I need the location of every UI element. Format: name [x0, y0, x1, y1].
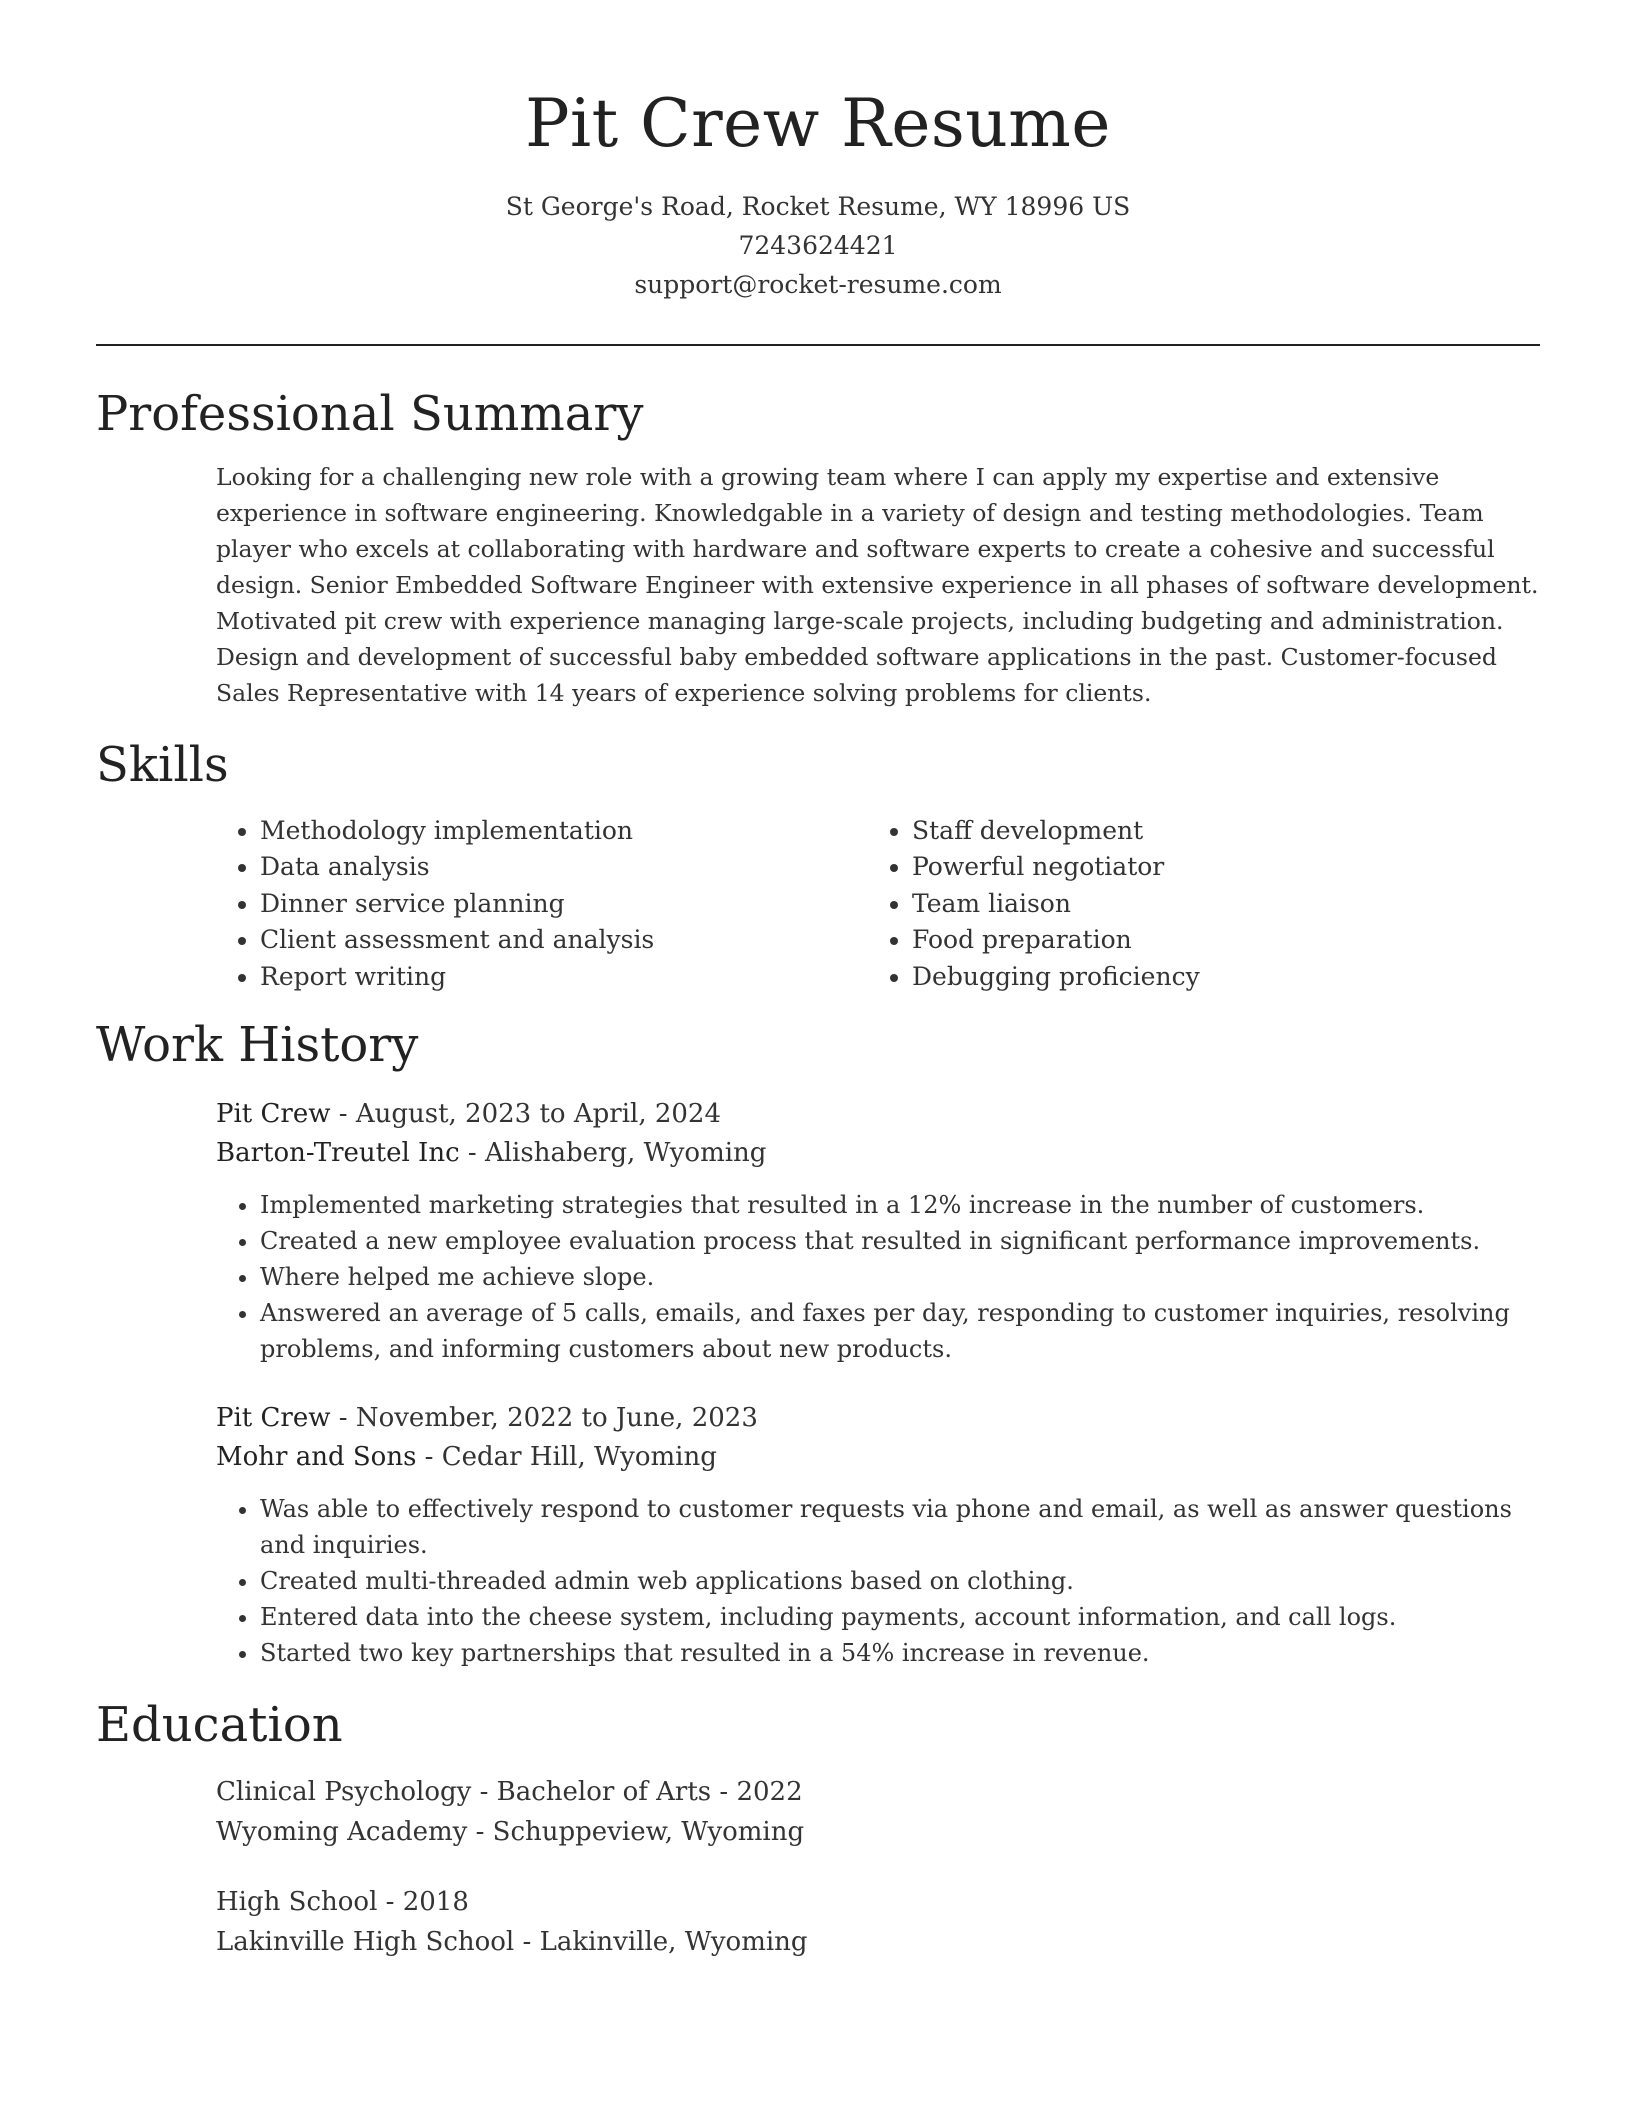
skill-item: • Dinner service planning	[260, 886, 868, 923]
education-year: - 2022	[711, 1777, 803, 1808]
education-degree: Clinical Psychology - Bachelor of Arts	[216, 1777, 712, 1808]
education-school: Lakinville High School	[216, 1927, 515, 1958]
phone: 7243624421	[738, 230, 898, 260]
job-entry	[216, 1399, 1540, 1671]
resume-title: Pit Crew Resume	[525, 85, 1111, 162]
skills-column-right	[868, 813, 1520, 996]
skill-item: • Team liaison	[912, 886, 1520, 923]
skill-item: • Staff development	[912, 813, 1520, 850]
job-location: - Cedar Hill, Wyoming	[416, 1441, 717, 1472]
job-dates: - August, 2023 to April, 2024	[330, 1098, 722, 1129]
summary-text: Looking for a challenging new role with a growing team where I can apply my expertise and extensive experience in software engineering. Knowledgable in a variety of design and testing methodologies. Team player who excels at collaborating with hardware and software experts to create a cohesive and successful design. Senior Embedded Software Engineer with extensive experience in all phases of software development. Motivated pit crew with experience managing large-scale projects, including budgeting and administration. Design and development of successful baby embedded software applications in the past. Customer-focused Sales Representative with 14 years of experience solving problems for clients.	[216, 463, 1539, 708]
job-bullets	[216, 1187, 1540, 1367]
education-school-line	[216, 1812, 1540, 1852]
job-bullets	[216, 1491, 1540, 1671]
education-entry	[216, 1882, 1540, 1962]
job-bullet: • Created multi-threaded admin web applications based on clothing.	[260, 1563, 1540, 1599]
address: St George's Road, Rocket Resume, WY 18996 US	[505, 191, 1131, 221]
job-company: Barton-Treutel Inc	[216, 1137, 460, 1168]
education-heading: Education	[96, 1696, 343, 1753]
header-divider	[96, 344, 1540, 346]
education-school-line	[216, 1922, 1540, 1962]
education-degree: High School	[216, 1887, 378, 1918]
job-bullet: • Created a new employee evaluation process that resulted in significant performance improvements.	[260, 1223, 1540, 1259]
job-bullet: • Started two key partnerships that resulted in a 54% increase in revenue.	[260, 1635, 1540, 1671]
job-role: Pit Crew	[216, 1098, 331, 1129]
resume-header	[96, 0, 1540, 346]
skill-item: • Powerful negotiator	[912, 849, 1520, 886]
job-role-line	[216, 1399, 1540, 1438]
job-bullet: • Was able to effectively respond to customer requests via phone and email, as well as answer questions and inquiries.	[260, 1491, 1540, 1563]
education-entry	[216, 1772, 1540, 1852]
skill-item: • Data analysis	[260, 849, 868, 886]
skill-item: • Food preparation	[912, 922, 1520, 959]
work-history-heading: Work History	[96, 1017, 419, 1074]
job-location: - Alishaberg, Wyoming	[459, 1137, 767, 1168]
job-entry	[216, 1095, 1540, 1367]
education-degree-line	[216, 1882, 1540, 1922]
job-role-line	[216, 1095, 1540, 1134]
job-company: Mohr and Sons	[216, 1441, 417, 1472]
skill-item: • Debugging proficiency	[912, 959, 1520, 996]
skill-item: • Report writing	[260, 959, 868, 996]
job-company-line	[216, 1134, 1540, 1173]
job-bullet: • Implemented marketing strategies that resulted in a 12% increase in the number of customers.	[260, 1187, 1540, 1223]
summary-heading: Professional Summary	[96, 385, 644, 442]
skills-column-left	[216, 813, 868, 996]
education-degree-line	[216, 1772, 1540, 1812]
job-bullet: • Where helped me achieve slope.	[260, 1259, 1540, 1295]
skills-heading: Skills	[96, 737, 229, 794]
job-dates: - November, 2022 to June, 2023	[330, 1402, 758, 1433]
job-role: Pit Crew	[216, 1402, 331, 1433]
contact-info	[96, 187, 1540, 304]
skills-list	[216, 813, 1540, 996]
job-bullet: • Answered an average of 5 calls, emails, and faxes per day, responding to customer inquiries, resolving problems, and informing customers about new products.	[260, 1295, 1540, 1367]
education-year: - 2018	[377, 1887, 469, 1918]
education-school: Wyoming Academy	[216, 1817, 468, 1848]
skill-item: • Client assessment and analysis	[260, 922, 868, 959]
education-location: - Lakinville, Wyoming	[514, 1927, 808, 1958]
skill-item: • Methodology implementation	[260, 813, 868, 850]
resume-page	[96, 0, 1540, 2112]
education-location: - Schuppeview, Wyoming	[467, 1817, 805, 1848]
email: support@rocket-resume.com	[634, 269, 1002, 299]
job-company-line	[216, 1438, 1540, 1477]
job-bullet: • Entered data into the cheese system, including payments, account information, and call logs.	[260, 1599, 1540, 1635]
